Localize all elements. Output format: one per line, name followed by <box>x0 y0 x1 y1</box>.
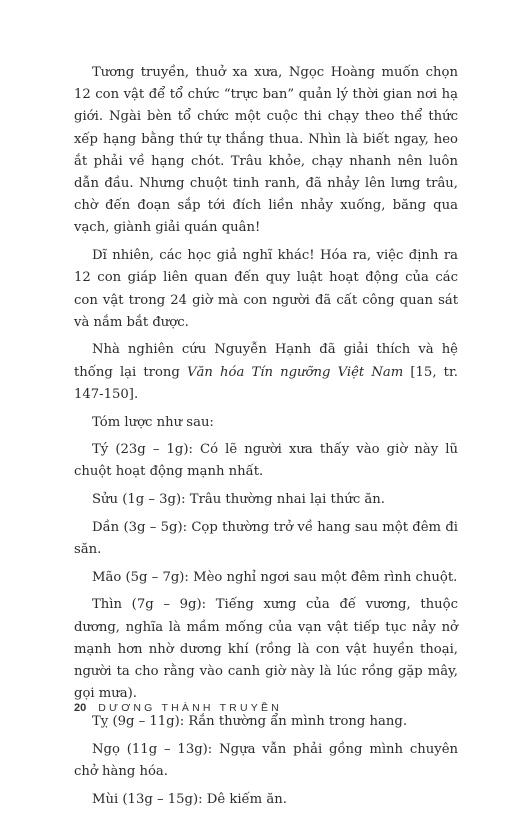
paragraph-scholars-view: Dĩ nhiên, các học giả nghĩ khác! Hóa ra, việc định ra 12 con giáp liên quan đến quy luật hoạt động của các con vật trong 24 giờ mà con người đã cất công quan sát và nắm bắt được. <box>74 248 458 330</box>
zodiac-entry-ngo-horse: Ngọ (11g – 13g): Ngựa vẫn phải gồng mình chuyên chở hàng hóa. <box>74 741 458 779</box>
zodiac-entry-ty-snake: Tỵ (9g – 11g): Rắn thường ẩn mình trong hang. <box>92 713 408 729</box>
zodiac-entry-dan-tiger: Dần (3g – 5g): Cọp thường trở về hang sau một đêm đi săn. <box>74 519 458 558</box>
zodiac-entry-suu-buffalo: Sửu (1g – 3g): Trâu thường nhai lại thức ăn. <box>92 492 385 508</box>
running-head-author: DƯƠNG THÀNH TRUYỀN <box>98 702 282 714</box>
citation-text-before: Nhà nghiên cứu Nguyễn Hạnh đã giải thích và hệ thống lại trong <box>74 342 458 380</box>
zodiac-entry-mui-goat: Mùi (13g – 15g): Dê kiếm ăn. <box>92 791 287 807</box>
zodiac-entry-ty-rat: Tý (23g – 1g): Có lẽ người xưa thấy vào giờ này lũ chuột hoạt động mạnh nhất. <box>74 442 458 480</box>
paragraph-citation <box>74 339 458 406</box>
paragraph-summary-heading: Tóm lược như sau: <box>92 414 214 430</box>
book-title: Văn hóa Tín ngưỡng Việt Nam <box>187 364 404 380</box>
page-number: 20 <box>74 702 87 714</box>
page-footer <box>74 702 282 714</box>
zodiac-entry-thin-dragon: Thìn (7g – 9g): Tiếng xưng của đế vương, thuộc dương, nghĩa là mầm mống của vạn vật tiếp tục nảy nở mạnh hơn nhờ dương khí (rồng là con vật huyền thoại, người ta cho rằng vào canh giờ này là lúc rồng gặp mây, gọi mưa). <box>74 597 458 702</box>
zodiac-entry-mao-cat: Mão (5g – 7g): Mèo nghỉ ngơi sau một đêm rình chuột. <box>92 569 458 585</box>
citation-text-after: [15, tr. 147-150]. <box>74 364 458 402</box>
paragraph-legend-intro: Tương truyền, thuở xa xưa, Ngọc Hoàng muốn chọn 12 con vật để tổ chức “trực ban” quản lý thời gian nơi hạ giới. Ngài bèn tổ chức một cuộc thi chạy theo thể thức xếp hạng bằng thứ tự thắng thua. Nhìn là biết ngay, heo ắt phải về hạng chót. Trâu khỏe, chạy nhanh nên luôn dẫn đầu. Nhưng chuột tinh ranh, đã nhảy lên lưng trâu, chờ đến đoạn sắp tới đích liền nhảy xuống, băng qua vạch, giành giải quán quân! <box>74 65 458 236</box>
